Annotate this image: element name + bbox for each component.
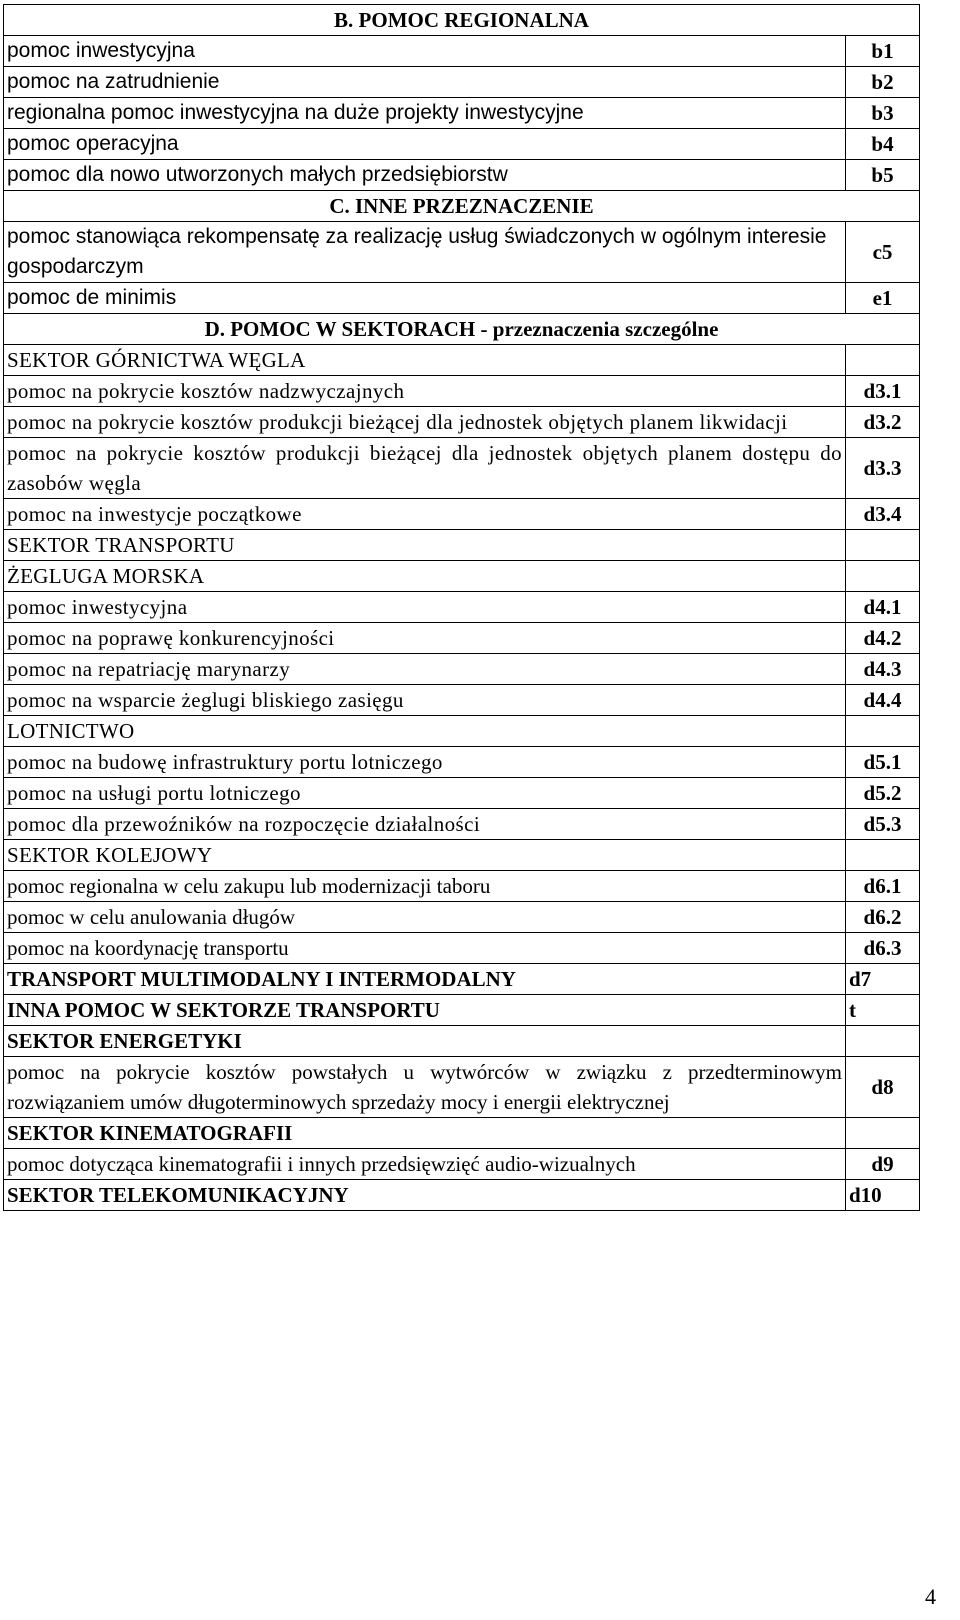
group-label: SEKTOR TRANSPORTU <box>4 530 846 561</box>
group-code <box>846 561 920 592</box>
table-row <box>4 933 920 964</box>
group-row <box>4 1118 920 1149</box>
table-row <box>4 499 920 530</box>
table-row <box>4 67 920 98</box>
group-label: SEKTOR KINEMATOGRAFII <box>4 1118 846 1149</box>
row-code: d5.2 <box>846 778 920 809</box>
table-row <box>4 129 920 160</box>
group-code: t <box>846 995 920 1026</box>
row-code: d5.1 <box>846 747 920 778</box>
group-code: d10 <box>846 1180 920 1211</box>
row-code: b1 <box>846 36 920 67</box>
row-code: b2 <box>846 67 920 98</box>
table-row <box>4 36 920 67</box>
group-row <box>4 530 920 561</box>
table-row <box>4 871 920 902</box>
table-row <box>4 1057 920 1118</box>
group-label: SEKTOR KOLEJOWY <box>4 840 846 871</box>
row-label: pomoc w celu anulowania długów <box>4 902 846 933</box>
group-code <box>846 1026 920 1057</box>
row-code: d4.2 <box>846 623 920 654</box>
row-code: d6.2 <box>846 902 920 933</box>
row-label: pomoc dotycząca kinematografii i innych przedsięwzięć audio-wizualnych <box>4 1149 846 1180</box>
group-code <box>846 1118 920 1149</box>
group-label: INNA POMOC W SEKTORZE TRANSPORTU <box>4 995 846 1026</box>
row-label: pomoc regionalna w celu zakupu lub modernizacji taboru <box>4 871 846 902</box>
table-row <box>4 376 920 407</box>
group-row <box>4 561 920 592</box>
section-header: B. POMOC REGIONALNA <box>4 5 920 36</box>
table-row <box>4 1149 920 1180</box>
row-label: pomoc dla nowo utworzonych małych przedsiębiorstw <box>4 160 846 191</box>
table-row <box>4 809 920 840</box>
row-label: pomoc stanowiąca rekompensatę za realizację usług świadczonych w ogólnym interesie gospodarczym <box>4 222 846 283</box>
row-code: b5 <box>846 160 920 191</box>
group-label: LOTNICTWO <box>4 716 846 747</box>
row-code: d6.1 <box>846 871 920 902</box>
group-code <box>846 716 920 747</box>
row-code: d9 <box>846 1149 920 1180</box>
table-row <box>4 902 920 933</box>
table-row <box>4 98 920 129</box>
group-row <box>4 345 920 376</box>
group-code <box>846 345 920 376</box>
group-label: SEKTOR GÓRNICTWA WĘGLA <box>4 345 846 376</box>
group-row <box>4 995 920 1026</box>
table-row <box>4 747 920 778</box>
table-row <box>4 407 920 438</box>
row-label: pomoc dla przewoźników na rozpoczęcie działalności <box>4 809 846 840</box>
row-code: d3.3 <box>846 438 920 499</box>
group-label: SEKTOR ENERGETYKI <box>4 1026 846 1057</box>
group-row <box>4 840 920 871</box>
group-code: d7 <box>846 964 920 995</box>
row-code: c5 <box>846 222 920 283</box>
row-code: d5.3 <box>846 809 920 840</box>
section-header: D. POMOC W SEKTORACH - przeznaczenia szczególne <box>4 314 920 345</box>
table-row <box>4 160 920 191</box>
section-header-row <box>4 314 920 345</box>
row-label: pomoc na pokrycie kosztów nadzwyczajnych <box>4 376 846 407</box>
group-label: TRANSPORT MULTIMODALNY I INTERMODALNY <box>4 964 846 995</box>
table-row <box>4 592 920 623</box>
aid-purpose-table <box>3 4 920 1211</box>
group-row <box>4 716 920 747</box>
row-label: pomoc na pokrycie kosztów produkcji bieżącej dla jednostek objętych planem likwidacji <box>4 407 846 438</box>
row-code: d3.4 <box>846 499 920 530</box>
row-label: pomoc de minimis <box>4 283 846 314</box>
row-code: d4.1 <box>846 592 920 623</box>
section-header-row <box>4 191 920 222</box>
row-label: pomoc na wsparcie żeglugi bliskiego zasięgu <box>4 685 846 716</box>
group-row <box>4 1026 920 1057</box>
table-row <box>4 623 920 654</box>
row-label: pomoc na koordynację transportu <box>4 933 846 964</box>
group-row <box>4 1180 920 1211</box>
row-label: pomoc na inwestycje początkowe <box>4 499 846 530</box>
row-code: d4.4 <box>846 685 920 716</box>
row-label: pomoc na pokrycie kosztów powstałych u wytwórców w związku z przedterminowym rozwiązaniem umów długoterminowych sprzedaży mocy i energii elektrycznej <box>4 1057 846 1118</box>
group-row <box>4 964 920 995</box>
row-label: pomoc na usługi portu lotniczego <box>4 778 846 809</box>
row-code: d3.1 <box>846 376 920 407</box>
row-label: pomoc operacyjna <box>4 129 846 160</box>
row-code: d3.2 <box>846 407 920 438</box>
row-label: pomoc na poprawę konkurencyjności <box>4 623 846 654</box>
row-label: pomoc na repatriację marynarzy <box>4 654 846 685</box>
table-row <box>4 685 920 716</box>
group-code <box>846 530 920 561</box>
table-row <box>4 283 920 314</box>
row-label: regionalna pomoc inwestycyjna na duże projekty inwestycyjne <box>4 98 846 129</box>
table-row <box>4 654 920 685</box>
row-code: d6.3 <box>846 933 920 964</box>
row-label: pomoc na zatrudnienie <box>4 67 846 98</box>
page-number: 4 <box>925 1584 936 1609</box>
section-header-row <box>4 5 920 36</box>
row-code: b3 <box>846 98 920 129</box>
row-label: pomoc na budowę infrastruktury portu lotniczego <box>4 747 846 778</box>
row-code: d4.3 <box>846 654 920 685</box>
row-label: pomoc na pokrycie kosztów produkcji bieżącej dla jednostek objętych planem dostępu do zasobów węgla <box>4 438 846 499</box>
row-code: b4 <box>846 129 920 160</box>
row-label: pomoc inwestycyjna <box>4 36 846 67</box>
table-row <box>4 438 920 499</box>
group-label: SEKTOR TELEKOMUNIKACYJNY <box>4 1180 846 1211</box>
row-code: d8 <box>846 1057 920 1118</box>
table-row <box>4 778 920 809</box>
row-label: pomoc inwestycyjna <box>4 592 846 623</box>
group-label: ŻEGLUGA MORSKA <box>4 561 846 592</box>
row-code: e1 <box>846 283 920 314</box>
table-body <box>4 5 920 1211</box>
table-row <box>4 222 920 283</box>
group-code <box>846 840 920 871</box>
section-header: C. INNE PRZEZNACZENIE <box>4 191 920 222</box>
